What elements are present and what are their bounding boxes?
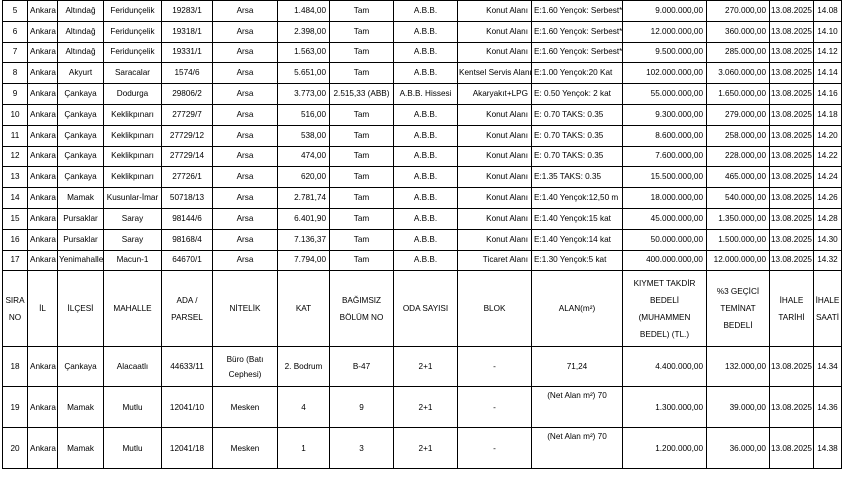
type-cell: Arsa <box>213 84 278 105</box>
row-no-cell: 6 <box>3 21 28 42</box>
table-row <box>3 229 842 250</box>
guarantee-cell: 228.000,00 <box>707 146 770 167</box>
type-cell: Arsa <box>213 1 278 22</box>
block-parcel-cell: 27729/14 <box>162 146 213 167</box>
type-cell: Mesken <box>213 387 278 428</box>
building-conditions-cell: E:1.40 Yençok:14 kat <box>532 229 623 250</box>
guarantee-cell: 36.000,00 <box>707 428 770 469</box>
table-row <box>3 428 842 469</box>
auction-date-cell: 13.08.2025 <box>770 21 814 42</box>
table-row <box>3 188 842 209</box>
row-no-cell: 10 <box>3 104 28 125</box>
block-parcel-cell: 44633/11 <box>162 347 213 387</box>
block-parcel-cell: 12041/10 <box>162 387 213 428</box>
area-cell: 474,00 <box>278 146 330 167</box>
table-row <box>3 347 842 387</box>
neighborhood-cell: Mutlu <box>104 428 162 469</box>
auction-time-cell: 14.26 <box>814 188 842 209</box>
auction-date-cell: 13.08.2025 <box>770 428 814 469</box>
units-header <box>3 271 842 347</box>
owner-cell: A.B.B. <box>394 146 458 167</box>
row-no-cell: 17 <box>3 250 28 271</box>
building-conditions-cell: E:1.30 Yençok:5 kat <box>532 250 623 271</box>
column-header: BAĞIMSIZ BÖLÜM NO <box>330 271 394 347</box>
guarantee-cell: 1.350.000,00 <box>707 208 770 229</box>
table-row <box>3 104 842 125</box>
guarantee-cell: 540.000,00 <box>707 188 770 209</box>
owner-cell: A.B.B. <box>394 1 458 22</box>
room-count-cell: 2+1 <box>394 428 458 469</box>
building-conditions-cell: E: 0.50 Yençok: 2 kat <box>532 84 623 105</box>
auction-date-cell: 13.08.2025 <box>770 167 814 188</box>
owner-cell: A.B.B. <box>394 167 458 188</box>
share-cell: Tam <box>330 208 394 229</box>
column-header: İLÇESİ <box>58 271 104 347</box>
guarantee-cell: 465.000,00 <box>707 167 770 188</box>
zoning-cell: Akaryakıt+LPG <box>458 84 532 105</box>
type-cell: Arsa <box>213 63 278 84</box>
zoning-cell: Konut Alanı <box>458 208 532 229</box>
province-cell: Ankara <box>28 63 58 84</box>
auction-date-cell: 13.08.2025 <box>770 104 814 125</box>
block-parcel-cell: 19318/1 <box>162 21 213 42</box>
block-parcel-cell: 98144/6 <box>162 208 213 229</box>
owner-cell: A.B.B. <box>394 208 458 229</box>
owner-cell: A.B.B. <box>394 104 458 125</box>
district-cell: Çankaya <box>58 125 104 146</box>
auction-time-cell: 14.24 <box>814 167 842 188</box>
block-parcel-cell: 98168/4 <box>162 229 213 250</box>
zoning-cell: Konut Alanı <box>458 125 532 146</box>
guarantee-cell: 1.500.000,00 <box>707 229 770 250</box>
auction-time-cell: 14.36 <box>814 387 842 428</box>
auction-time-cell: 14.18 <box>814 104 842 125</box>
block-parcel-cell: 19331/1 <box>162 42 213 63</box>
row-no-cell: 7 <box>3 42 28 63</box>
column-header: İHALE TARİHİ <box>770 271 814 347</box>
district-cell: Yenimahalle <box>58 250 104 271</box>
appraisal-value-cell: 9.300.000,00 <box>623 104 707 125</box>
appraisal-value-cell: 102.000.000,00 <box>623 63 707 84</box>
owner-cell: A.B.B. Hissesi <box>394 84 458 105</box>
district-cell: Çankaya <box>58 347 104 387</box>
building-conditions-cell: E:1.35 TAKS: 0.35 <box>532 167 623 188</box>
auction-time-cell: 14.16 <box>814 84 842 105</box>
neighborhood-cell: Feridunçelik <box>104 1 162 22</box>
neighborhood-cell: Keklikpınarı <box>104 167 162 188</box>
row-no-cell: 16 <box>3 229 28 250</box>
auction-date-cell: 13.08.2025 <box>770 125 814 146</box>
area-cell: 7.136,37 <box>278 229 330 250</box>
zoning-cell: Konut Alanı <box>458 188 532 209</box>
type-cell: Mesken <box>213 428 278 469</box>
district-cell: Çankaya <box>58 167 104 188</box>
block-cell: - <box>458 428 532 469</box>
share-cell: 2.515,33 (ABB) <box>330 84 394 105</box>
table-row <box>3 208 842 229</box>
province-cell: Ankara <box>28 84 58 105</box>
table-row <box>3 1 842 22</box>
area-cell: 7.794,00 <box>278 250 330 271</box>
building-conditions-cell: E:1.60 Yençok: Serbest* <box>532 21 623 42</box>
auction-time-cell: 14.14 <box>814 63 842 84</box>
district-cell: Mamak <box>58 188 104 209</box>
guarantee-cell: 279.000,00 <box>707 104 770 125</box>
neighborhood-cell: Keklikpınarı <box>104 104 162 125</box>
type-cell: Arsa <box>213 208 278 229</box>
owner-cell: A.B.B. <box>394 125 458 146</box>
neighborhood-cell: Alacaatlı <box>104 347 162 387</box>
row-no-cell: 15 <box>3 208 28 229</box>
table-row <box>3 250 842 271</box>
floor-cell: 1 <box>278 428 330 469</box>
guarantee-cell: 258.000,00 <box>707 125 770 146</box>
province-cell: Ankara <box>28 229 58 250</box>
auction-time-cell: 14.34 <box>814 347 842 387</box>
floor-cell: 2. Bodrum <box>278 347 330 387</box>
neighborhood-cell: Kusunlar-İmar <box>104 188 162 209</box>
neighborhood-cell: Macun-1 <box>104 250 162 271</box>
type-cell: Arsa <box>213 188 278 209</box>
row-no-cell: 11 <box>3 125 28 146</box>
auction-date-cell: 13.08.2025 <box>770 387 814 428</box>
share-cell: Tam <box>330 104 394 125</box>
neighborhood-cell: Feridunçelik <box>104 21 162 42</box>
auction-time-cell: 14.08 <box>814 1 842 22</box>
column-header: NİTELİK <box>213 271 278 347</box>
share-cell: Tam <box>330 42 394 63</box>
zoning-cell: Ticaret Alanı <box>458 250 532 271</box>
share-cell: Tam <box>330 167 394 188</box>
column-header: %3 GEÇİCİ TEMİNAT BEDELİ <box>707 271 770 347</box>
appraisal-value-cell: 7.600.000,00 <box>623 146 707 167</box>
table-row <box>3 84 842 105</box>
area-cell: 71,24 <box>532 347 623 387</box>
zoning-cell: Konut Alanı <box>458 146 532 167</box>
room-count-cell: 2+1 <box>394 347 458 387</box>
district-cell: Pursaklar <box>58 208 104 229</box>
owner-cell: A.B.B. <box>394 63 458 84</box>
guarantee-cell: 3.060.000,00 <box>707 63 770 84</box>
neighborhood-cell: Keklikpınarı <box>104 125 162 146</box>
neighborhood-cell: Saray <box>104 208 162 229</box>
building-conditions-cell: E:1.00 Yençok:20 Kat <box>532 63 623 84</box>
type-cell: Arsa <box>213 104 278 125</box>
zoning-cell: Kentsel Servis Alanı <box>458 63 532 84</box>
guarantee-cell: 39.000,00 <box>707 387 770 428</box>
area-cell: (Net Alan m²) 70 <box>532 428 623 469</box>
neighborhood-cell: Dodurga <box>104 84 162 105</box>
auction-time-cell: 14.20 <box>814 125 842 146</box>
area-cell: (Net Alan m²) 70 <box>532 387 623 428</box>
building-conditions-cell: E: 0.70 TAKS: 0.35 <box>532 104 623 125</box>
room-count-cell: 2+1 <box>394 387 458 428</box>
share-cell: Tam <box>330 229 394 250</box>
province-cell: Ankara <box>28 387 58 428</box>
district-cell: Pursaklar <box>58 229 104 250</box>
guarantee-cell: 132.000,00 <box>707 347 770 387</box>
type-cell: Arsa <box>213 250 278 271</box>
column-header: MAHALLE <box>104 271 162 347</box>
table-row <box>3 125 842 146</box>
guarantee-cell: 270.000,00 <box>707 1 770 22</box>
share-cell: Tam <box>330 63 394 84</box>
type-cell: Büro (Batı Cephesi) <box>213 347 278 387</box>
building-conditions-cell: E:1.60 Yençok: Serbest* <box>532 1 623 22</box>
block-parcel-cell: 19283/1 <box>162 1 213 22</box>
table-row <box>3 42 842 63</box>
row-no-cell: 19 <box>3 387 28 428</box>
auction-date-cell: 13.08.2025 <box>770 63 814 84</box>
owner-cell: A.B.B. <box>394 188 458 209</box>
area-cell: 5.651,00 <box>278 63 330 84</box>
auction-time-cell: 14.10 <box>814 21 842 42</box>
auction-time-cell: 14.32 <box>814 250 842 271</box>
header-row <box>3 271 842 347</box>
zoning-cell: Konut Alanı <box>458 42 532 63</box>
unit-no-cell: B-47 <box>330 347 394 387</box>
building-conditions-cell: E:1.40 Yençok:15 kat <box>532 208 623 229</box>
zoning-cell: Konut Alanı <box>458 21 532 42</box>
neighborhood-cell: Saracalar <box>104 63 162 84</box>
neighborhood-cell: Saray <box>104 229 162 250</box>
auction-date-cell: 13.08.2025 <box>770 229 814 250</box>
auction-date-cell: 13.08.2025 <box>770 208 814 229</box>
appraisal-value-cell: 12.000.000,00 <box>623 21 707 42</box>
province-cell: Ankara <box>28 104 58 125</box>
share-cell: Tam <box>330 250 394 271</box>
type-cell: Arsa <box>213 146 278 167</box>
table-row <box>3 167 842 188</box>
building-conditions-cell: E: 0.70 TAKS: 0.35 <box>532 125 623 146</box>
appraisal-value-cell: 400.000.000,00 <box>623 250 707 271</box>
province-cell: Ankara <box>28 125 58 146</box>
row-no-cell: 9 <box>3 84 28 105</box>
type-cell: Arsa <box>213 229 278 250</box>
appraisal-value-cell: 50.000.000,00 <box>623 229 707 250</box>
share-cell: Tam <box>330 146 394 167</box>
auction-date-cell: 13.08.2025 <box>770 1 814 22</box>
district-cell: Mamak <box>58 387 104 428</box>
district-cell: Akyurt <box>58 63 104 84</box>
block-parcel-cell: 50718/13 <box>162 188 213 209</box>
auction-date-cell: 13.08.2025 <box>770 146 814 167</box>
auction-time-cell: 14.22 <box>814 146 842 167</box>
auction-time-cell: 14.12 <box>814 42 842 63</box>
column-header: ALAN(m²) <box>532 271 623 347</box>
table-row <box>3 146 842 167</box>
zoning-cell: Konut Alanı <box>458 167 532 188</box>
table-row <box>3 387 842 428</box>
building-conditions-cell: E:1.40 Yençok:12,50 m <box>532 188 623 209</box>
district-cell: Çankaya <box>58 146 104 167</box>
area-cell: 1.563,00 <box>278 42 330 63</box>
land-plots-body <box>3 1 842 271</box>
column-header: KIYMET TAKDİR BEDELİ (MUHAMMEN BEDEL) (TL.) <box>623 271 707 347</box>
appraisal-value-cell: 1.200.000,00 <box>623 428 707 469</box>
zoning-cell: Konut Alanı <box>458 1 532 22</box>
neighborhood-cell: Keklikpınarı <box>104 146 162 167</box>
block-parcel-cell: 1574/6 <box>162 63 213 84</box>
appraisal-value-cell: 45.000.000,00 <box>623 208 707 229</box>
share-cell: Tam <box>330 1 394 22</box>
guarantee-cell: 12.000.000,00 <box>707 250 770 271</box>
zoning-cell: Konut Alanı <box>458 104 532 125</box>
province-cell: Ankara <box>28 167 58 188</box>
province-cell: Ankara <box>28 21 58 42</box>
auction-date-cell: 13.08.2025 <box>770 188 814 209</box>
unit-no-cell: 9 <box>330 387 394 428</box>
province-cell: Ankara <box>28 347 58 387</box>
province-cell: Ankara <box>28 42 58 63</box>
share-cell: Tam <box>330 125 394 146</box>
province-cell: Ankara <box>28 1 58 22</box>
auction-date-cell: 13.08.2025 <box>770 84 814 105</box>
owner-cell: A.B.B. <box>394 42 458 63</box>
owner-cell: A.B.B. <box>394 250 458 271</box>
province-cell: Ankara <box>28 428 58 469</box>
column-header: SIRA NO <box>3 271 28 347</box>
block-parcel-cell: 27729/7 <box>162 104 213 125</box>
area-cell: 3.773,00 <box>278 84 330 105</box>
row-no-cell: 14 <box>3 188 28 209</box>
district-cell: Altındağ <box>58 42 104 63</box>
appraisal-value-cell: 4.400.000,00 <box>623 347 707 387</box>
district-cell: Altındağ <box>58 1 104 22</box>
district-cell: Altındağ <box>58 21 104 42</box>
type-cell: Arsa <box>213 167 278 188</box>
area-cell: 2.781,74 <box>278 188 330 209</box>
area-cell: 6.401,90 <box>278 208 330 229</box>
district-cell: Çankaya <box>58 104 104 125</box>
neighborhood-cell: Mutlu <box>104 387 162 428</box>
area-cell: 538,00 <box>278 125 330 146</box>
column-header: İL <box>28 271 58 347</box>
auction-date-cell: 13.08.2025 <box>770 250 814 271</box>
owner-cell: A.B.B. <box>394 21 458 42</box>
appraisal-value-cell: 8.600.000,00 <box>623 125 707 146</box>
appraisal-value-cell: 55.000.000,00 <box>623 84 707 105</box>
owner-cell: A.B.B. <box>394 229 458 250</box>
row-no-cell: 13 <box>3 167 28 188</box>
column-header: ADA / PARSEL <box>162 271 213 347</box>
province-cell: Ankara <box>28 250 58 271</box>
guarantee-cell: 1.650.000,00 <box>707 84 770 105</box>
table-row <box>3 63 842 84</box>
floor-cell: 4 <box>278 387 330 428</box>
block-parcel-cell: 27726/1 <box>162 167 213 188</box>
auction-table <box>2 0 842 469</box>
row-no-cell: 5 <box>3 1 28 22</box>
appraisal-value-cell: 9.000.000,00 <box>623 1 707 22</box>
building-conditions-cell: E:1.60 Yençok: Serbest* <box>532 42 623 63</box>
units-body <box>3 347 842 469</box>
unit-no-cell: 3 <box>330 428 394 469</box>
column-header: BLOK <box>458 271 532 347</box>
appraisal-value-cell: 1.300.000,00 <box>623 387 707 428</box>
block-parcel-cell: 29806/2 <box>162 84 213 105</box>
area-cell: 2.398,00 <box>278 21 330 42</box>
auction-time-cell: 14.30 <box>814 229 842 250</box>
district-cell: Çankaya <box>58 84 104 105</box>
appraisal-value-cell: 15.500.000,00 <box>623 167 707 188</box>
table-row <box>3 21 842 42</box>
auction-time-cell: 14.38 <box>814 428 842 469</box>
auction-time-cell: 14.28 <box>814 208 842 229</box>
block-cell: - <box>458 347 532 387</box>
share-cell: Tam <box>330 21 394 42</box>
block-parcel-cell: 27729/12 <box>162 125 213 146</box>
guarantee-cell: 360.000,00 <box>707 21 770 42</box>
area-cell: 516,00 <box>278 104 330 125</box>
type-cell: Arsa <box>213 21 278 42</box>
row-no-cell: 20 <box>3 428 28 469</box>
province-cell: Ankara <box>28 188 58 209</box>
building-conditions-cell: E: 0.70 TAKS: 0.35 <box>532 146 623 167</box>
appraisal-value-cell: 18.000.000,00 <box>623 188 707 209</box>
guarantee-cell: 285.000,00 <box>707 42 770 63</box>
province-cell: Ankara <box>28 208 58 229</box>
area-cell: 620,00 <box>278 167 330 188</box>
area-cell: 1.484,00 <box>278 1 330 22</box>
neighborhood-cell: Feridunçelik <box>104 42 162 63</box>
share-cell: Tam <box>330 188 394 209</box>
type-cell: Arsa <box>213 125 278 146</box>
auction-date-cell: 13.08.2025 <box>770 42 814 63</box>
row-no-cell: 8 <box>3 63 28 84</box>
column-header: İHALE SAATİ <box>814 271 842 347</box>
block-parcel-cell: 64670/1 <box>162 250 213 271</box>
zoning-cell: Konut Alanı <box>458 229 532 250</box>
province-cell: Ankara <box>28 146 58 167</box>
column-header: ODA SAYISI <box>394 271 458 347</box>
row-no-cell: 18 <box>3 347 28 387</box>
row-no-cell: 12 <box>3 146 28 167</box>
column-header: KAT <box>278 271 330 347</box>
appraisal-value-cell: 9.500.000,00 <box>623 42 707 63</box>
block-cell: - <box>458 387 532 428</box>
type-cell: Arsa <box>213 42 278 63</box>
block-parcel-cell: 12041/18 <box>162 428 213 469</box>
district-cell: Mamak <box>58 428 104 469</box>
auction-date-cell: 13.08.2025 <box>770 347 814 387</box>
